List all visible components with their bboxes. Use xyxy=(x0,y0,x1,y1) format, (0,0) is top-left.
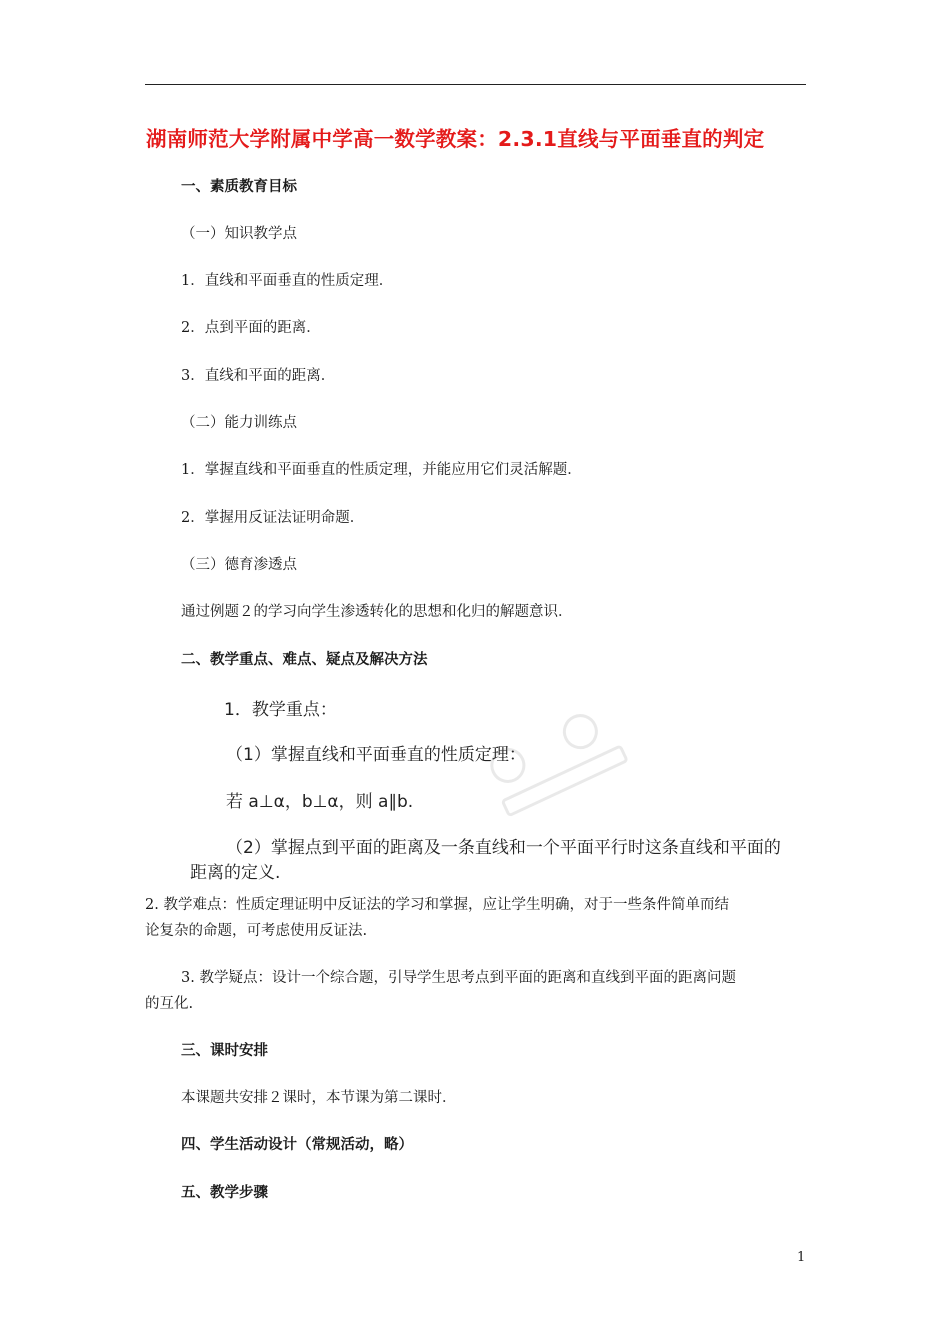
list-item: 1．直线和平面垂直的性质定理． xyxy=(181,273,394,289)
difficulty-line-2: 论复杂的命题，可考虑使用反证法. xyxy=(145,923,368,939)
section-heading-3: 三、课时安排 xyxy=(181,1043,268,1059)
subheading-knowledge: （一）知识教学点 xyxy=(181,226,297,242)
header-rule xyxy=(145,84,806,85)
doubt-line-1: 3. 教学疑点：设计一个综合题，引导学生思考点到平面的距离和直线到平面的距离问题 xyxy=(181,970,736,986)
list-item: 2．掌握用反证法证明命题． xyxy=(181,510,365,526)
paragraph: 通过例题２的学习向学生渗透转化的思想和化归的解题意识． xyxy=(181,604,573,620)
list-item: 2．点到平面的距离． xyxy=(181,320,321,336)
key-point-2-cont: 距离的定义. xyxy=(190,863,281,883)
key-point-heading: 1．教学重点： xyxy=(224,700,337,720)
doubt-line-2: 的互化. xyxy=(145,996,194,1012)
document-title: 湖南师范大学附属中学高一数学教案：2.3.1直线与平面垂直的判定 xyxy=(146,127,765,151)
subheading-ability: （二）能力训练点 xyxy=(181,415,297,431)
section-heading-2: 二、教学重点、难点、疑点及解决方法 xyxy=(181,652,428,668)
difficulty-line-1: 2. 教学难点：性质定理证明中反证法的学习和掌握，应让学生明确，对于一些条件简单而结 xyxy=(145,897,729,913)
page-number: 1 xyxy=(797,1250,806,1265)
paragraph: 本课题共安排２课时，本节课为第二课时． xyxy=(181,1090,457,1106)
subheading-moral: （三）德育渗透点 xyxy=(181,557,297,573)
section-heading-1: 一、素质教育目标 xyxy=(181,179,297,195)
key-point-1: （1）掌握直线和平面垂直的性质定理： xyxy=(226,745,526,765)
theorem-formula: 若 a⊥α，b⊥α，则 a∥b. xyxy=(226,792,414,812)
list-item: 3．直线和平面的距离． xyxy=(181,368,336,384)
section-heading-5: 五、教学步骤 xyxy=(181,1185,268,1201)
list-item: 1．掌握直线和平面垂直的性质定理，并能应用它们灵活解题． xyxy=(181,462,582,478)
section-heading-4: 四、学生活动设计（常规活动，略） xyxy=(181,1137,413,1153)
key-point-2: （2）掌握点到平面的距离及一条直线和一个平面平行时这条直线和平面的 xyxy=(226,838,781,858)
